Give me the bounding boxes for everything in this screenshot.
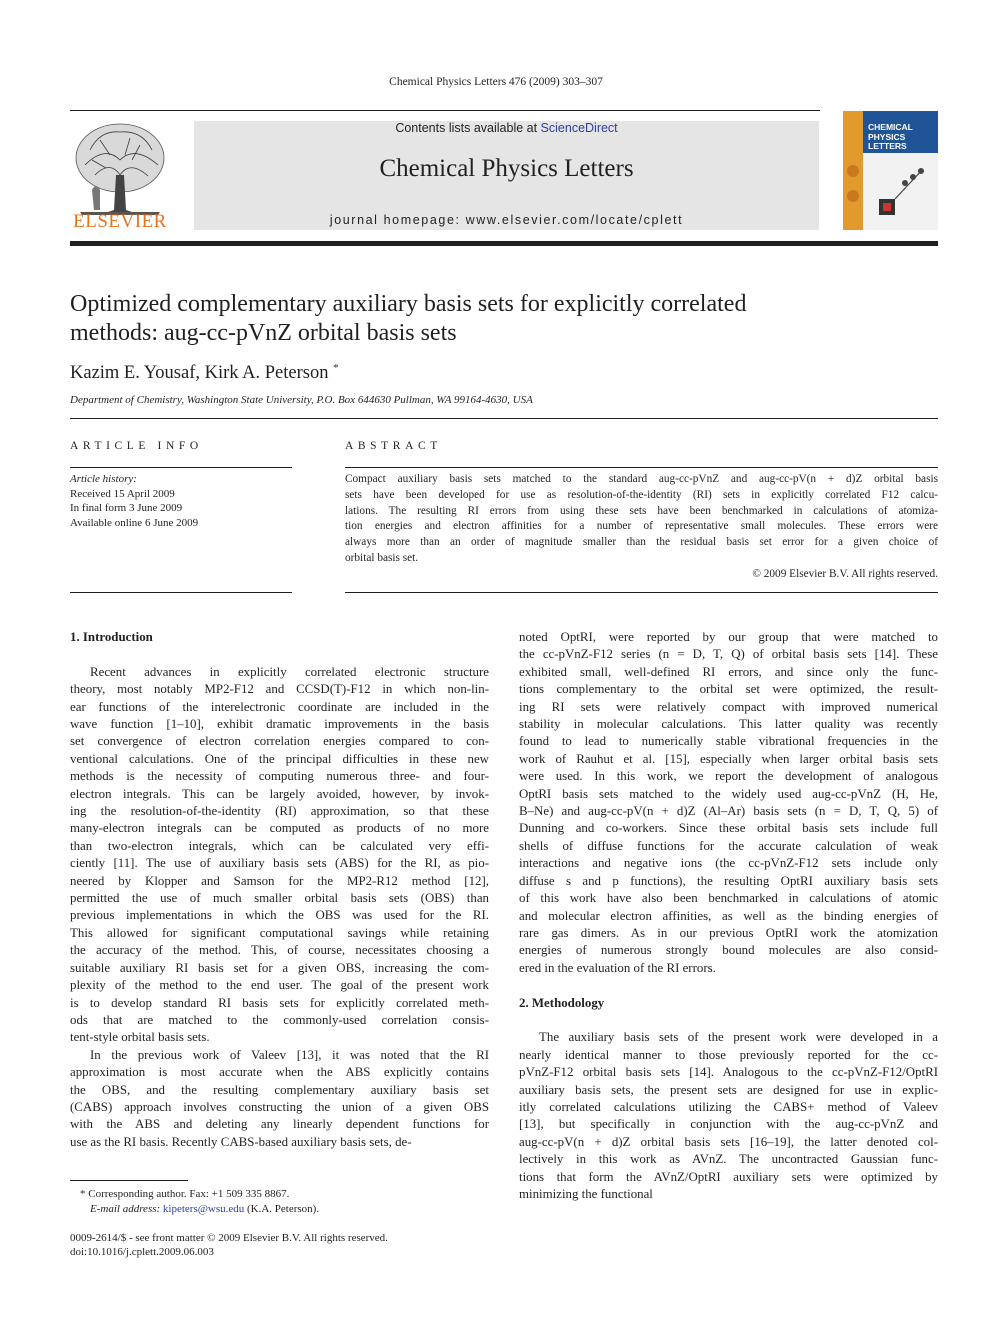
history-label: Article history: xyxy=(70,473,137,485)
article-title xyxy=(70,290,870,348)
abstract-line: lations. The resulting RI errors from using these sets have been benchmarked in calculations of atomiza- xyxy=(345,504,938,517)
contents-line xyxy=(194,121,819,135)
text-line: ing the resolution-of-the-identity (RI) approximation, so that these xyxy=(70,804,489,819)
authors: Kazim E. Yousaf, Kirk A. Peterson xyxy=(70,363,329,384)
header-rule xyxy=(70,110,820,111)
text-line: ear functions of the interelectronic coordinate are included in the xyxy=(70,699,489,714)
corresponding-author-mark[interactable]: * xyxy=(333,362,339,374)
text-line: ing RI sets were relatively compact with improved numerical xyxy=(519,699,938,714)
text-line: ciently [11]. The use of auxiliary basis sets (ABS) for the RI, as pio- xyxy=(70,856,489,871)
journal-reference: Chemical Physics Letters 476 (2009) 303–307 xyxy=(389,76,603,88)
text-line: OptRI basis sets matched to the widely used aug-cc-pVnZ (H, He, xyxy=(519,786,938,801)
online-date: Available online 6 June 2009 xyxy=(70,516,199,529)
text-line: noted OptRI, were reported by our group that were matched to xyxy=(519,630,938,644)
text-line: tions that form the AVnZ/OptRI auxiliary sets were optimized by xyxy=(519,1169,938,1184)
text-line: tions complementary to the orbital set were optimized, the result- xyxy=(519,682,938,697)
text-line: [13], but specifically in conjunction with the aug-cc-pVnZ and xyxy=(519,1117,938,1132)
article-title-line: Optimized complementary auxiliary basis sets for explicitly correlated xyxy=(70,291,747,317)
text-line: set convergence of electron correlation energies compared to con- xyxy=(70,734,489,749)
text-line: exhibited small, well-defined RI errors, and since only the func- xyxy=(519,664,938,679)
text-line: neered by Klopper and Samson for the MP2-R12 method [12], xyxy=(70,873,489,888)
info-rule xyxy=(70,592,292,593)
text-line: found to lead to numerically stable vibrational frequencies in the xyxy=(519,734,938,749)
text-line: were used. In this work, we report the development of analogous xyxy=(519,769,938,784)
text-line: previous implementations in which the OBS was used for the RI. xyxy=(70,908,489,923)
text-line: suitable auxiliary RI basis set for a given OBS, increasing the com- xyxy=(70,960,489,975)
text-line: minimizing the functional xyxy=(519,1186,653,1201)
issn-line: 0009-2614/$ - see front matter © 2009 Elsevier B.V. All rights reserved. xyxy=(70,1232,388,1244)
abstract-line: always more than an order of magnitude smaller than the residual basis set error for a given choice of xyxy=(345,536,938,549)
abstract-rule xyxy=(345,592,938,593)
text-line: the OBS, and the resulting complementary auxiliary basis set xyxy=(70,1082,489,1097)
text-line: The auxiliary basis sets of the present work were developed in a xyxy=(539,1030,938,1045)
text-line: work of Rauhut et al. [15], especially when larger orbital basis sets xyxy=(519,751,938,766)
text-line: the accuracy of the method. This, of course, necessitates choosing a xyxy=(70,943,489,958)
text-line: shells of diffuse functions for the accurate calculation of weak xyxy=(519,838,938,853)
text-line: tent-style orbital basis sets. xyxy=(70,1030,210,1045)
text-line: Dunning and co-workers. Since these orbital basis sets include full xyxy=(519,821,938,836)
paragraph xyxy=(519,629,938,977)
article-title-line: methods: aug-cc-pVnZ orbital basis sets xyxy=(70,320,457,346)
footnote-rule xyxy=(70,1180,188,1181)
cover-title xyxy=(868,123,913,152)
text-line: methods is the necessity of computing numerous three- and four- xyxy=(70,769,489,784)
copyright-notice: © 2009 Elsevier B.V. All rights reserved. xyxy=(752,568,938,580)
text-line: plexity of the method to the end user. The goal of the present work xyxy=(70,978,489,993)
text-line: than two-electron integrals, which can be calculated very effi- xyxy=(70,838,489,853)
text-line: ods that are matched to the commonly-used correlation consis- xyxy=(70,1012,489,1027)
abstract-line: Compact auxiliary basis sets matched to the standard aug-cc-pVnZ and aug-cc-pV(n + d)Z orbital basis xyxy=(345,473,938,485)
footnote xyxy=(70,1187,319,1216)
publisher-wordmark: ELSEVIER xyxy=(73,211,167,232)
email-label: E-mail address: xyxy=(90,1202,161,1215)
section-heading: 2. Methodology xyxy=(519,995,605,1010)
text-line: wave function [1–10], exhibit dramatic improvements in the basis xyxy=(70,717,489,732)
abstract-line: orbital basis set. xyxy=(345,551,419,564)
text-line: interactions and negative ions (the cc-pVnZ-F12 sets include only xyxy=(519,856,938,871)
abstract-line: tion energies and electron affinities for a number of representative small molecules. These errors were xyxy=(345,520,938,533)
abstract-line: sets have been developed for use as resolution-of-the-identity (RI) sets in explicitly correlated F12 calcu- xyxy=(345,488,938,501)
text-line: diffuse s and p functions), the resulting OptRI auxiliary basis sets xyxy=(519,873,938,888)
section-heading: 1. Introduction xyxy=(70,630,153,644)
abstract-rule xyxy=(345,467,938,468)
body-column-right xyxy=(519,629,938,1203)
received-date: Received 15 April 2009 xyxy=(70,487,175,500)
affiliation-rule xyxy=(70,418,938,419)
affiliation: Department of Chemistry, Washington State University, P.O. Box 644630 Pullman, WA 99164-4630, USA xyxy=(70,394,533,406)
text-line: with the ABS and deleting any linearly dependent functions for xyxy=(70,1117,489,1132)
paragraph xyxy=(70,1047,489,1151)
cover-title-line: LETTERS xyxy=(868,141,907,151)
text-line: auxiliary basis sets, the present sets are designed for use in explic- xyxy=(519,1082,938,1097)
article-history xyxy=(70,472,198,530)
article-info-label: ARTICLE INFO xyxy=(70,440,203,452)
footnote-mark: * xyxy=(80,1188,86,1200)
text-line: is to develop standard RI basis sets for explicitly correlated meth- xyxy=(70,995,489,1010)
cover-title-line: PHYSICS xyxy=(868,131,906,142)
final-form-date: In final form 3 June 2009 xyxy=(70,502,183,514)
contents-prefix: Contents lists available at xyxy=(395,121,541,135)
text-line: aug-cc-pV(n + d)Z orbital basis sets [16–19], the latter denoted col- xyxy=(519,1134,938,1149)
text-line: lectively in this work as AVnZ. The uncontracted Gaussian func- xyxy=(519,1152,938,1167)
journal-homepage[interactable]: journal homepage: www.elsevier.com/locate/cplett xyxy=(329,213,684,227)
paragraph xyxy=(519,1029,938,1203)
text-line: energies of numerous strongly bound molecules are also consid- xyxy=(519,943,938,958)
email-owner: (K.A. Peterson). xyxy=(246,1202,320,1215)
text-line: ventional calculations. One of the principal difficulties in these new xyxy=(70,751,489,766)
footnote-contact: Corresponding author. Fax: +1 509 335 8867. xyxy=(88,1188,290,1200)
text-line: ered in the evaluation of the RI errors. xyxy=(519,960,716,975)
abstract-label: ABSTRACT xyxy=(345,440,442,452)
text-line: theory, most notably MP2-F12 and CCSD(T)-F12 in which non-lin- xyxy=(70,682,489,697)
text-line: stability in molecular calculations. This latter quality was recently xyxy=(519,717,938,732)
text-line: Recent advances in explicitly correlated electronic structure xyxy=(90,664,489,679)
text-line: the cc-pVnZ-F12 series (n = D, T, Q) of orbital basis sets [14]. These xyxy=(519,647,938,662)
abstract-text xyxy=(345,472,938,567)
doi-line[interactable]: doi:10.1016/j.cplett.2009.06.003 xyxy=(70,1246,214,1258)
text-line: pVnZ-F12 orbital basis sets [14]. Analogous to the cc-pVnZ-F12/OptRI xyxy=(519,1065,938,1080)
paragraph xyxy=(70,664,489,1047)
text-line: use as the RI basis. Recently CABS-based auxiliary basis sets, de- xyxy=(70,1134,412,1149)
text-line: This allowed for significant computational savings while retaining xyxy=(70,925,489,940)
text-line: and molecular electron affinities, as well as the binding energies of xyxy=(519,908,938,923)
journal-title: Chemical Physics Letters xyxy=(379,155,634,182)
text-line: nearly identical manner to those previously reported for the cc- xyxy=(519,1047,938,1062)
text-line: electron integrals. This can be largely avoided, however, by invok- xyxy=(70,786,489,801)
text-line: itly correlated calculations utilizing the CABS+ method of Valeev xyxy=(519,1099,938,1114)
text-line: rare gas dimers. As in our previous OptRI work the atomization xyxy=(519,925,938,940)
cover-title-line: CHEMICAL xyxy=(868,122,913,132)
author-list xyxy=(70,362,339,384)
email-link[interactable]: kipeters@wsu.edu xyxy=(162,1202,245,1215)
text-line: (CABS) approach involves constructing the union of a given OBS xyxy=(70,1099,489,1114)
text-line: B–Ne) and aug-cc-pV(n + d)Z (Al–Ar) basis sets (n = D, T, Q, 5) of xyxy=(519,804,938,819)
journal-cover-thumbnail xyxy=(843,111,938,230)
text-line: many-electron integrals can be computed as products of no more xyxy=(70,821,489,836)
info-rule xyxy=(70,467,292,468)
text-line: approximation is most accurate when the ABS explicitly contains xyxy=(70,1065,489,1080)
text-line: permitted the use of much smaller orbital basis sets (OBS) than xyxy=(70,891,489,906)
text-line: In the previous work of Valeev [13], it was noted that the RI xyxy=(90,1047,489,1062)
sciencedirect-link[interactable]: ScienceDirect xyxy=(540,121,618,135)
masthead-rule xyxy=(70,241,938,246)
page-footer xyxy=(70,1231,388,1259)
text-line: of this work have also been benchmarked in calculations of atomic xyxy=(519,891,938,906)
body-column-left xyxy=(70,629,489,1151)
